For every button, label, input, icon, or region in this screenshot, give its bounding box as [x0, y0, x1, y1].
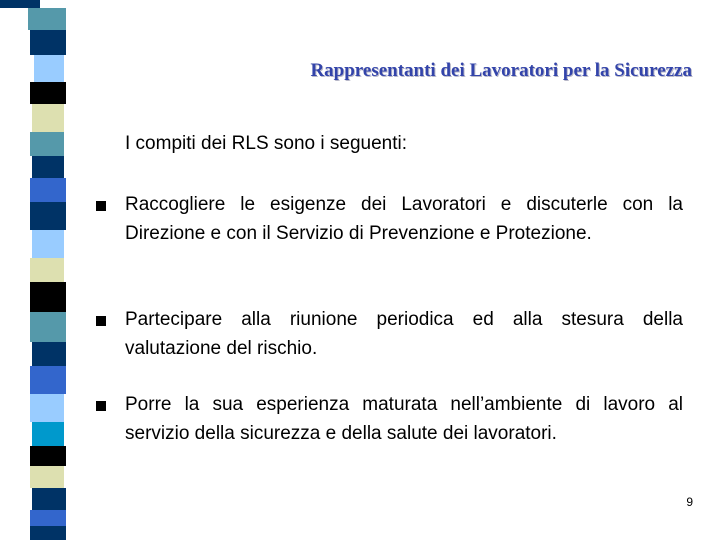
intro-text: I compiti dei RLS sono i seguenti:	[125, 133, 407, 154]
square-bullet-icon	[96, 316, 106, 326]
page-number: 9	[686, 495, 693, 509]
slide-title: Rappresentanti dei Lavoratori per la Sicurezza	[310, 60, 692, 81]
list-item-text: Partecipare alla riunione periodica ed alla stesura della valutazione del rischio.	[125, 309, 683, 359]
square-bullet-icon	[96, 201, 106, 211]
square-bullet-icon	[96, 401, 106, 411]
list-item-text: Raccogliere le esigenze dei Lavoratori e discuterle con la Direzione e con il Servizio di Prevenzione e Protezione.	[125, 194, 683, 244]
list-item-text: Porre la sua esperienza maturata nell’ambiente di lavoro al servizio della sicurezza e della salute dei lavoratori.	[125, 394, 683, 444]
